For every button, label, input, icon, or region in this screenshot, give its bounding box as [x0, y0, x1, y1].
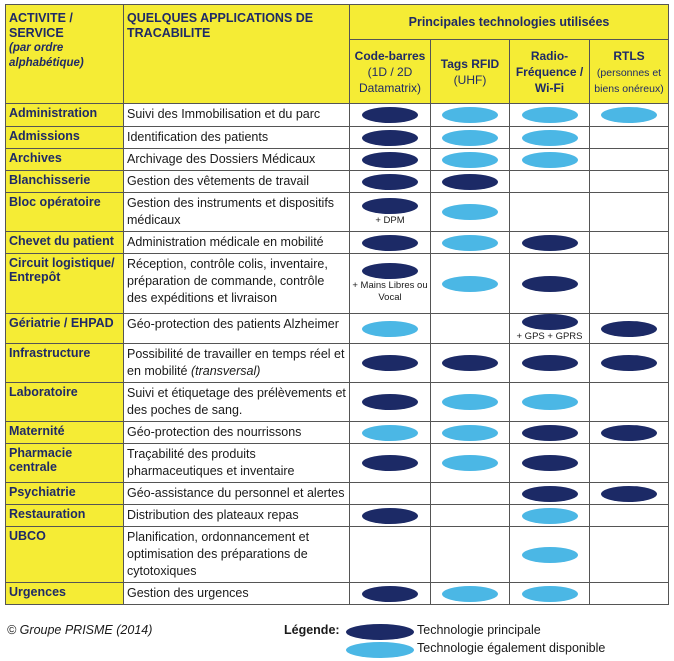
- table-row: [6, 527, 669, 583]
- tech-column-header: [350, 40, 431, 104]
- technology-cell: [590, 383, 669, 422]
- tech-column-title: Tags RFID: [440, 56, 500, 71]
- technology-cell: [510, 149, 590, 171]
- technology-cell: [590, 444, 669, 483]
- technology-cell: [590, 583, 669, 605]
- table-row: [6, 483, 669, 505]
- table-row: [6, 127, 669, 149]
- technology-cell: [431, 483, 510, 505]
- primary-technology-marker: [522, 314, 578, 330]
- technologies-header: Principales technologies utilisées: [350, 5, 669, 40]
- application-cell: [124, 422, 350, 444]
- technology-cell: [350, 232, 431, 254]
- technology-cell: [350, 171, 431, 193]
- application-text: Traçabilité des produits pharmaceutiques et inventaire: [127, 447, 295, 478]
- secondary-technology-marker: [522, 107, 578, 123]
- technology-cell: [431, 583, 510, 605]
- technology-note: + DPM: [375, 214, 405, 226]
- technology-cell: [510, 483, 590, 505]
- primary-technology-marker: [601, 321, 657, 337]
- traceability-table: [5, 4, 669, 605]
- legend-label: Légende:: [284, 623, 340, 637]
- service-cell: Blanchisserie: [6, 171, 124, 193]
- technology-cell: [510, 583, 590, 605]
- secondary-technology-marker: [522, 508, 578, 524]
- primary-technology-marker: [362, 263, 418, 279]
- primary-technology-marker: [362, 235, 418, 251]
- secondary-technology-marker: [522, 547, 578, 563]
- secondary-technology-marker: [522, 394, 578, 410]
- application-cell: [124, 314, 350, 344]
- service-cell: Archives: [6, 149, 124, 171]
- apps-column-header: QUELQUES APPLICATIONS DE TRACABILITE: [124, 5, 350, 104]
- application-text: Possibilité de travailler en temps réel et en mobilité: [127, 347, 345, 378]
- secondary-technology-marker: [442, 455, 498, 471]
- application-cell: [124, 232, 350, 254]
- service-cell: Admissions: [6, 127, 124, 149]
- technology-cell: [431, 383, 510, 422]
- technology-cell: [590, 527, 669, 583]
- primary-technology-marker: [362, 455, 418, 471]
- secondary-technology-marker: [442, 586, 498, 602]
- primary-technology-marker: [362, 130, 418, 146]
- table-row: [6, 314, 669, 344]
- service-cell: Psychiatrie: [6, 483, 124, 505]
- technology-cell: [431, 527, 510, 583]
- technology-cell: [510, 505, 590, 527]
- technology-cell: [510, 127, 590, 149]
- service-cell: Administration: [6, 104, 124, 127]
- table-row: [6, 104, 669, 127]
- application-cell: [124, 527, 350, 583]
- service-cell: Urgences: [6, 583, 124, 605]
- application-cell: [124, 127, 350, 149]
- technology-cell: [350, 505, 431, 527]
- technology-cell: [431, 505, 510, 527]
- service-cell: UBCO: [6, 527, 124, 583]
- table-row: [6, 193, 669, 232]
- application-note: (transversal): [190, 364, 261, 378]
- primary-technology-marker: [601, 425, 657, 441]
- application-cell: [124, 104, 350, 127]
- legend-primary-text: Technologie principale: [417, 623, 541, 637]
- technology-cell: [590, 171, 669, 193]
- application-text: Géo-protection des patients Alzheimer: [127, 317, 339, 331]
- technology-cell: [431, 127, 510, 149]
- primary-technology-marker: [362, 107, 418, 123]
- technology-cell: [350, 104, 431, 127]
- technology-cell: [510, 193, 590, 232]
- service-cell: Pharmacie centrale: [6, 444, 124, 483]
- secondary-technology-marker: [362, 425, 418, 441]
- tech-column-title: RTLS: [613, 48, 645, 63]
- service-cell: Maternité: [6, 422, 124, 444]
- technology-cell: [350, 344, 431, 383]
- primary-technology-marker: [362, 152, 418, 168]
- application-cell: [124, 171, 350, 193]
- primary-technology-marker: [522, 235, 578, 251]
- table-row: [6, 232, 669, 254]
- application-cell: [124, 483, 350, 505]
- technology-cell: [431, 444, 510, 483]
- table-row: [6, 505, 669, 527]
- technology-cell: [431, 193, 510, 232]
- technology-cell: [590, 104, 669, 127]
- technology-cell: [510, 104, 590, 127]
- secondary-technology-marker: [522, 130, 578, 146]
- secondary-technology-marker: [442, 276, 498, 292]
- service-cell: Laboratoire: [6, 383, 124, 422]
- primary-technology-marker: [362, 198, 418, 214]
- application-text: Réception, contrôle colis, inventaire, préparation de commande, contrôle des expéditions et livraison: [127, 257, 328, 305]
- table-row: [6, 583, 669, 605]
- tech-column-header: [510, 40, 590, 104]
- technology-cell: [510, 314, 590, 344]
- technology-cell: [350, 127, 431, 149]
- service-cell: Gériatrie / EHPAD: [6, 314, 124, 344]
- table-row: [6, 171, 669, 193]
- secondary-technology-marker: [442, 235, 498, 251]
- table-row: [6, 149, 669, 171]
- technology-note: + Mains Libres ou Vocal: [352, 280, 428, 303]
- tech-column-subtitle: (1D / 2D Datamatrix): [358, 64, 421, 95]
- technology-cell: [350, 383, 431, 422]
- primary-technology-marker: [362, 355, 418, 371]
- service-column-header: ACTIVITE / SERVICE (par ordre alphabétique): [6, 5, 124, 104]
- technology-cell: [590, 483, 669, 505]
- secondary-technology-marker: [442, 204, 498, 220]
- technology-cell: [431, 314, 510, 344]
- technology-cell: [350, 422, 431, 444]
- primary-technology-marker: [522, 425, 578, 441]
- application-text: Identification des patients: [127, 130, 269, 144]
- technology-cell: [350, 193, 431, 232]
- primary-technology-marker: [522, 455, 578, 471]
- technology-cell: [510, 444, 590, 483]
- secondary-technology-marker: [442, 152, 498, 168]
- technology-cell: [510, 383, 590, 422]
- application-cell: [124, 254, 350, 314]
- application-text: Gestion des urgences: [127, 586, 249, 600]
- technology-cell: [590, 344, 669, 383]
- primary-technology-marker: [442, 355, 498, 371]
- primary-technology-marker: [362, 586, 418, 602]
- table-row: [6, 344, 669, 383]
- primary-technology-marker: [601, 355, 657, 371]
- table-row: [6, 254, 669, 314]
- service-column-subtitle: (par ordre alphabétique): [9, 42, 84, 69]
- technology-cell: [590, 314, 669, 344]
- legend-secondary-text: Technologie également disponible: [417, 641, 606, 655]
- service-cell: Circuit logistique/ Entrepôt: [6, 254, 124, 314]
- primary-technology-marker: [362, 394, 418, 410]
- primary-technology-marker: [522, 486, 578, 502]
- secondary-technology-marker: [601, 107, 657, 123]
- technology-note: + GPS + GPRS: [516, 331, 583, 342]
- technology-cell: [350, 583, 431, 605]
- application-cell: [124, 344, 350, 383]
- application-text: Administration médicale en mobilité: [127, 235, 324, 249]
- table-row: [6, 444, 669, 483]
- application-cell: [124, 444, 350, 483]
- service-cell: Chevet du patient: [6, 232, 124, 254]
- technology-cell: [350, 254, 431, 314]
- legend-primary-marker: [346, 624, 414, 640]
- primary-technology-marker: [522, 276, 578, 292]
- technology-cell: [350, 444, 431, 483]
- application-cell: [124, 193, 350, 232]
- application-cell: [124, 149, 350, 171]
- service-cell: Bloc opératoire: [6, 193, 124, 232]
- technology-cell: [431, 422, 510, 444]
- secondary-technology-marker: [442, 394, 498, 410]
- application-cell: [124, 383, 350, 422]
- technology-cell: [350, 527, 431, 583]
- application-cell: [124, 583, 350, 605]
- technology-cell: [590, 422, 669, 444]
- technology-cell: [431, 104, 510, 127]
- secondary-technology-marker: [362, 321, 418, 337]
- technology-cell: [590, 127, 669, 149]
- secondary-technology-marker: [442, 130, 498, 146]
- primary-technology-marker: [442, 174, 498, 190]
- application-text: Archivage des Dossiers Médicaux: [127, 152, 316, 166]
- table-row: [6, 422, 669, 444]
- secondary-technology-marker: [522, 586, 578, 602]
- technology-cell: [590, 232, 669, 254]
- application-text: Géo-protection des nourrissons: [127, 425, 302, 439]
- application-text: Gestion des vêtements de travail: [127, 174, 310, 188]
- tech-column-header: [431, 40, 510, 104]
- primary-technology-marker: [601, 486, 657, 502]
- technology-cell: [590, 505, 669, 527]
- technology-cell: [590, 193, 669, 232]
- technology-cell: [431, 232, 510, 254]
- application-text: Gestion des instruments et dispositifs médicaux: [127, 196, 335, 227]
- technology-cell: [431, 171, 510, 193]
- application-text: Suivi et étiquetage des prélèvements et des poches de sang.: [127, 386, 346, 417]
- secondary-technology-marker: [522, 152, 578, 168]
- technology-cell: [510, 527, 590, 583]
- tech-column-title: Radio-Fréquence / Wi-Fi: [515, 48, 584, 95]
- technology-cell: [510, 254, 590, 314]
- technology-cell: [590, 254, 669, 314]
- technology-cell: [350, 483, 431, 505]
- service-cell: Restauration: [6, 505, 124, 527]
- technology-cell: [350, 149, 431, 171]
- primary-technology-marker: [362, 174, 418, 190]
- application-text: Distribution des plateaux repas: [127, 508, 299, 522]
- technology-cell: [590, 149, 669, 171]
- secondary-technology-marker: [442, 425, 498, 441]
- copyright-text: © Groupe PRISME (2014): [7, 623, 153, 637]
- technology-cell: [510, 171, 590, 193]
- tech-column-title: Code-barres: [354, 48, 426, 63]
- technology-cell: [510, 422, 590, 444]
- technology-cell: [431, 149, 510, 171]
- primary-technology-marker: [522, 355, 578, 371]
- application-text: Géo-assistance du personnel et alertes: [127, 486, 345, 500]
- tech-column-subtitle: (UHF): [453, 72, 487, 87]
- tech-column-header: [590, 40, 669, 104]
- application-cell: [124, 505, 350, 527]
- service-cell: Infrastructure: [6, 344, 124, 383]
- technology-cell: [510, 232, 590, 254]
- technology-cell: [510, 344, 590, 383]
- technology-cell: [431, 254, 510, 314]
- tech-column-subtitle: (personnes et biens onéreux): [594, 66, 664, 95]
- technology-cell: [350, 314, 431, 344]
- application-text: Planification, ordonnancement et optimisation des préparations de cytotoxiques: [127, 530, 310, 578]
- primary-technology-marker: [362, 508, 418, 524]
- application-text: Suivi des Immobilisation et du parc: [127, 107, 321, 121]
- technology-cell: [431, 344, 510, 383]
- secondary-technology-marker: [442, 107, 498, 123]
- table-row: [6, 383, 669, 422]
- legend-secondary-marker: [346, 642, 414, 658]
